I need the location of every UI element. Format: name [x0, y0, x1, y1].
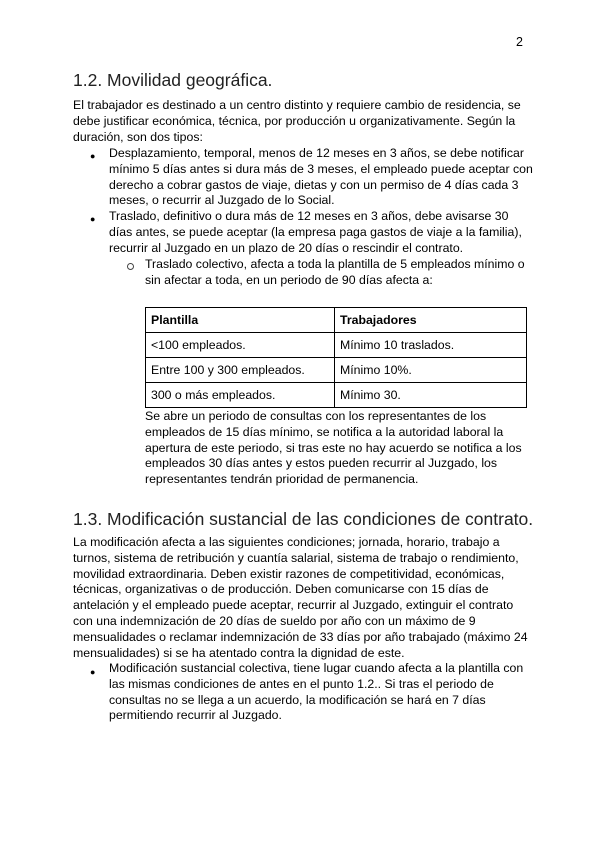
bullet-icon: ● [90, 214, 96, 224]
circle-bullet-icon [127, 263, 134, 270]
sub-list-item [145, 257, 525, 289]
page-number: 2 [516, 35, 523, 49]
table-cell: Entre 100 y 300 empleados. [146, 358, 335, 383]
transfer-table [145, 307, 527, 408]
text-line: duración, son dos tipos: [73, 129, 203, 144]
text-line: meses, o recurrir al Juzgado de lo Social. [109, 193, 335, 208]
table-row [146, 333, 527, 358]
text-line: Traslado colectivo, afecta a toda la plantilla de 5 empleados mínimo o [145, 257, 525, 271]
column-header: Plantilla [146, 308, 335, 333]
section-heading-1-2: 1.2. Movilidad geográfica. [73, 70, 273, 90]
text-line: días antes, se puede aceptar (la empresa paga gastos de viaje a la familia), [109, 224, 522, 239]
intro-paragraph [73, 98, 521, 145]
consultation-paragraph [145, 409, 522, 488]
bullet-icon: ● [90, 667, 96, 677]
text-line: apertura de este periodo, si tras este no hay acuerdo se notifica a los [145, 440, 522, 455]
modification-paragraph [73, 535, 528, 661]
column-header: Trabajadores [335, 308, 527, 333]
table-cell: <100 empleados. [146, 333, 335, 358]
list-item [109, 661, 523, 724]
text-line: Desplazamiento, temporal, menos de 12 meses en 3 años, se debe notificar [109, 146, 524, 160]
table-header-row [146, 308, 527, 333]
section-heading-1-3: 1.3. Modificación sustancial de las condiciones de contrato. [73, 509, 534, 529]
text-line: técnicas, organizativas o de producción. Deben comunicarse con 15 días de [73, 582, 489, 597]
text-line: Traslado, definitivo o dura más de 12 meses en 3 años, debe avisarse 30 [109, 209, 509, 223]
table-cell: Mínimo 10 traslados. [335, 333, 527, 358]
text-line: empleados de 15 días mínimo, se notifica a la autoridad laboral la [145, 424, 504, 439]
text-line: antelación y el empleado puede aceptar, recurrir al Juzgado, extinguir el contrato [73, 598, 514, 613]
text-line: debe justificar económica, técnica, por producción u organizativamente. Según la [73, 113, 516, 128]
text-line: con una indemnización de 20 días de sueldo por año con un máximo de 9 [73, 613, 476, 628]
text-line: las mismas condiciones de antes en el punto 1.2.. Si tras el periodo de [109, 676, 494, 691]
text-line: mínimo 5 días antes si dura más de 3 meses, el empleado puede aceptar con [109, 161, 533, 176]
text-line: derecho a cobrar gastos de viaje, dietas y con un permiso de 4 días cada 3 [109, 177, 519, 192]
text-line: empleados 30 días antes y estos pueden recurrir al Juzgado, los [145, 456, 498, 471]
bullet-icon: ● [90, 151, 96, 161]
text-line: permitiendo recurrir al Juzgado. [109, 708, 282, 723]
text-line: turnos, sistema de retribución y cuantía salarial, sistema de trabajo o rendimiento, [73, 550, 519, 565]
list-item [109, 146, 533, 209]
text-line: Modificación sustancial colectiva, tiene lugar cuando afecta a la plantilla con [109, 661, 524, 675]
table-row [146, 358, 527, 383]
text-line: La modificación afecta a las siguientes condiciones; jornada, horario, trabajo a [73, 535, 500, 549]
text-line: sin afectar a toda, en un periodo de 90 días afecta a: [145, 272, 433, 287]
text-line: movilidad extraordinaria. Deben existir razones de competitividad, económicas, [73, 566, 505, 581]
table-cell: Mínimo 10%. [335, 358, 527, 383]
table-cell: Mínimo 30. [335, 383, 527, 408]
table-cell: 300 o más empleados. [146, 383, 335, 408]
text-line: mensualidades) si se ha atentado contra la dignidad de este. [73, 645, 405, 660]
table-row [146, 383, 527, 408]
list-item [109, 209, 522, 256]
text-line: Se abre un periodo de consultas con los representantes de los [145, 409, 487, 423]
text-line: mensualidades o reclamar indemnización de 33 días por año trabajado (máximo 24 [73, 629, 528, 644]
text-line: consultas no se llega a un acuerdo, la modificación se hará en 7 días [109, 692, 486, 707]
text-line: representantes tendrán prioridad de permanencia. [145, 472, 419, 487]
text-line: recurrir al Juzgado en un plazo de 20 días o rescindir el contrato. [109, 240, 464, 255]
text-line: El trabajador es destinado a un centro distinto y requiere cambio de residencia, se [73, 98, 521, 112]
